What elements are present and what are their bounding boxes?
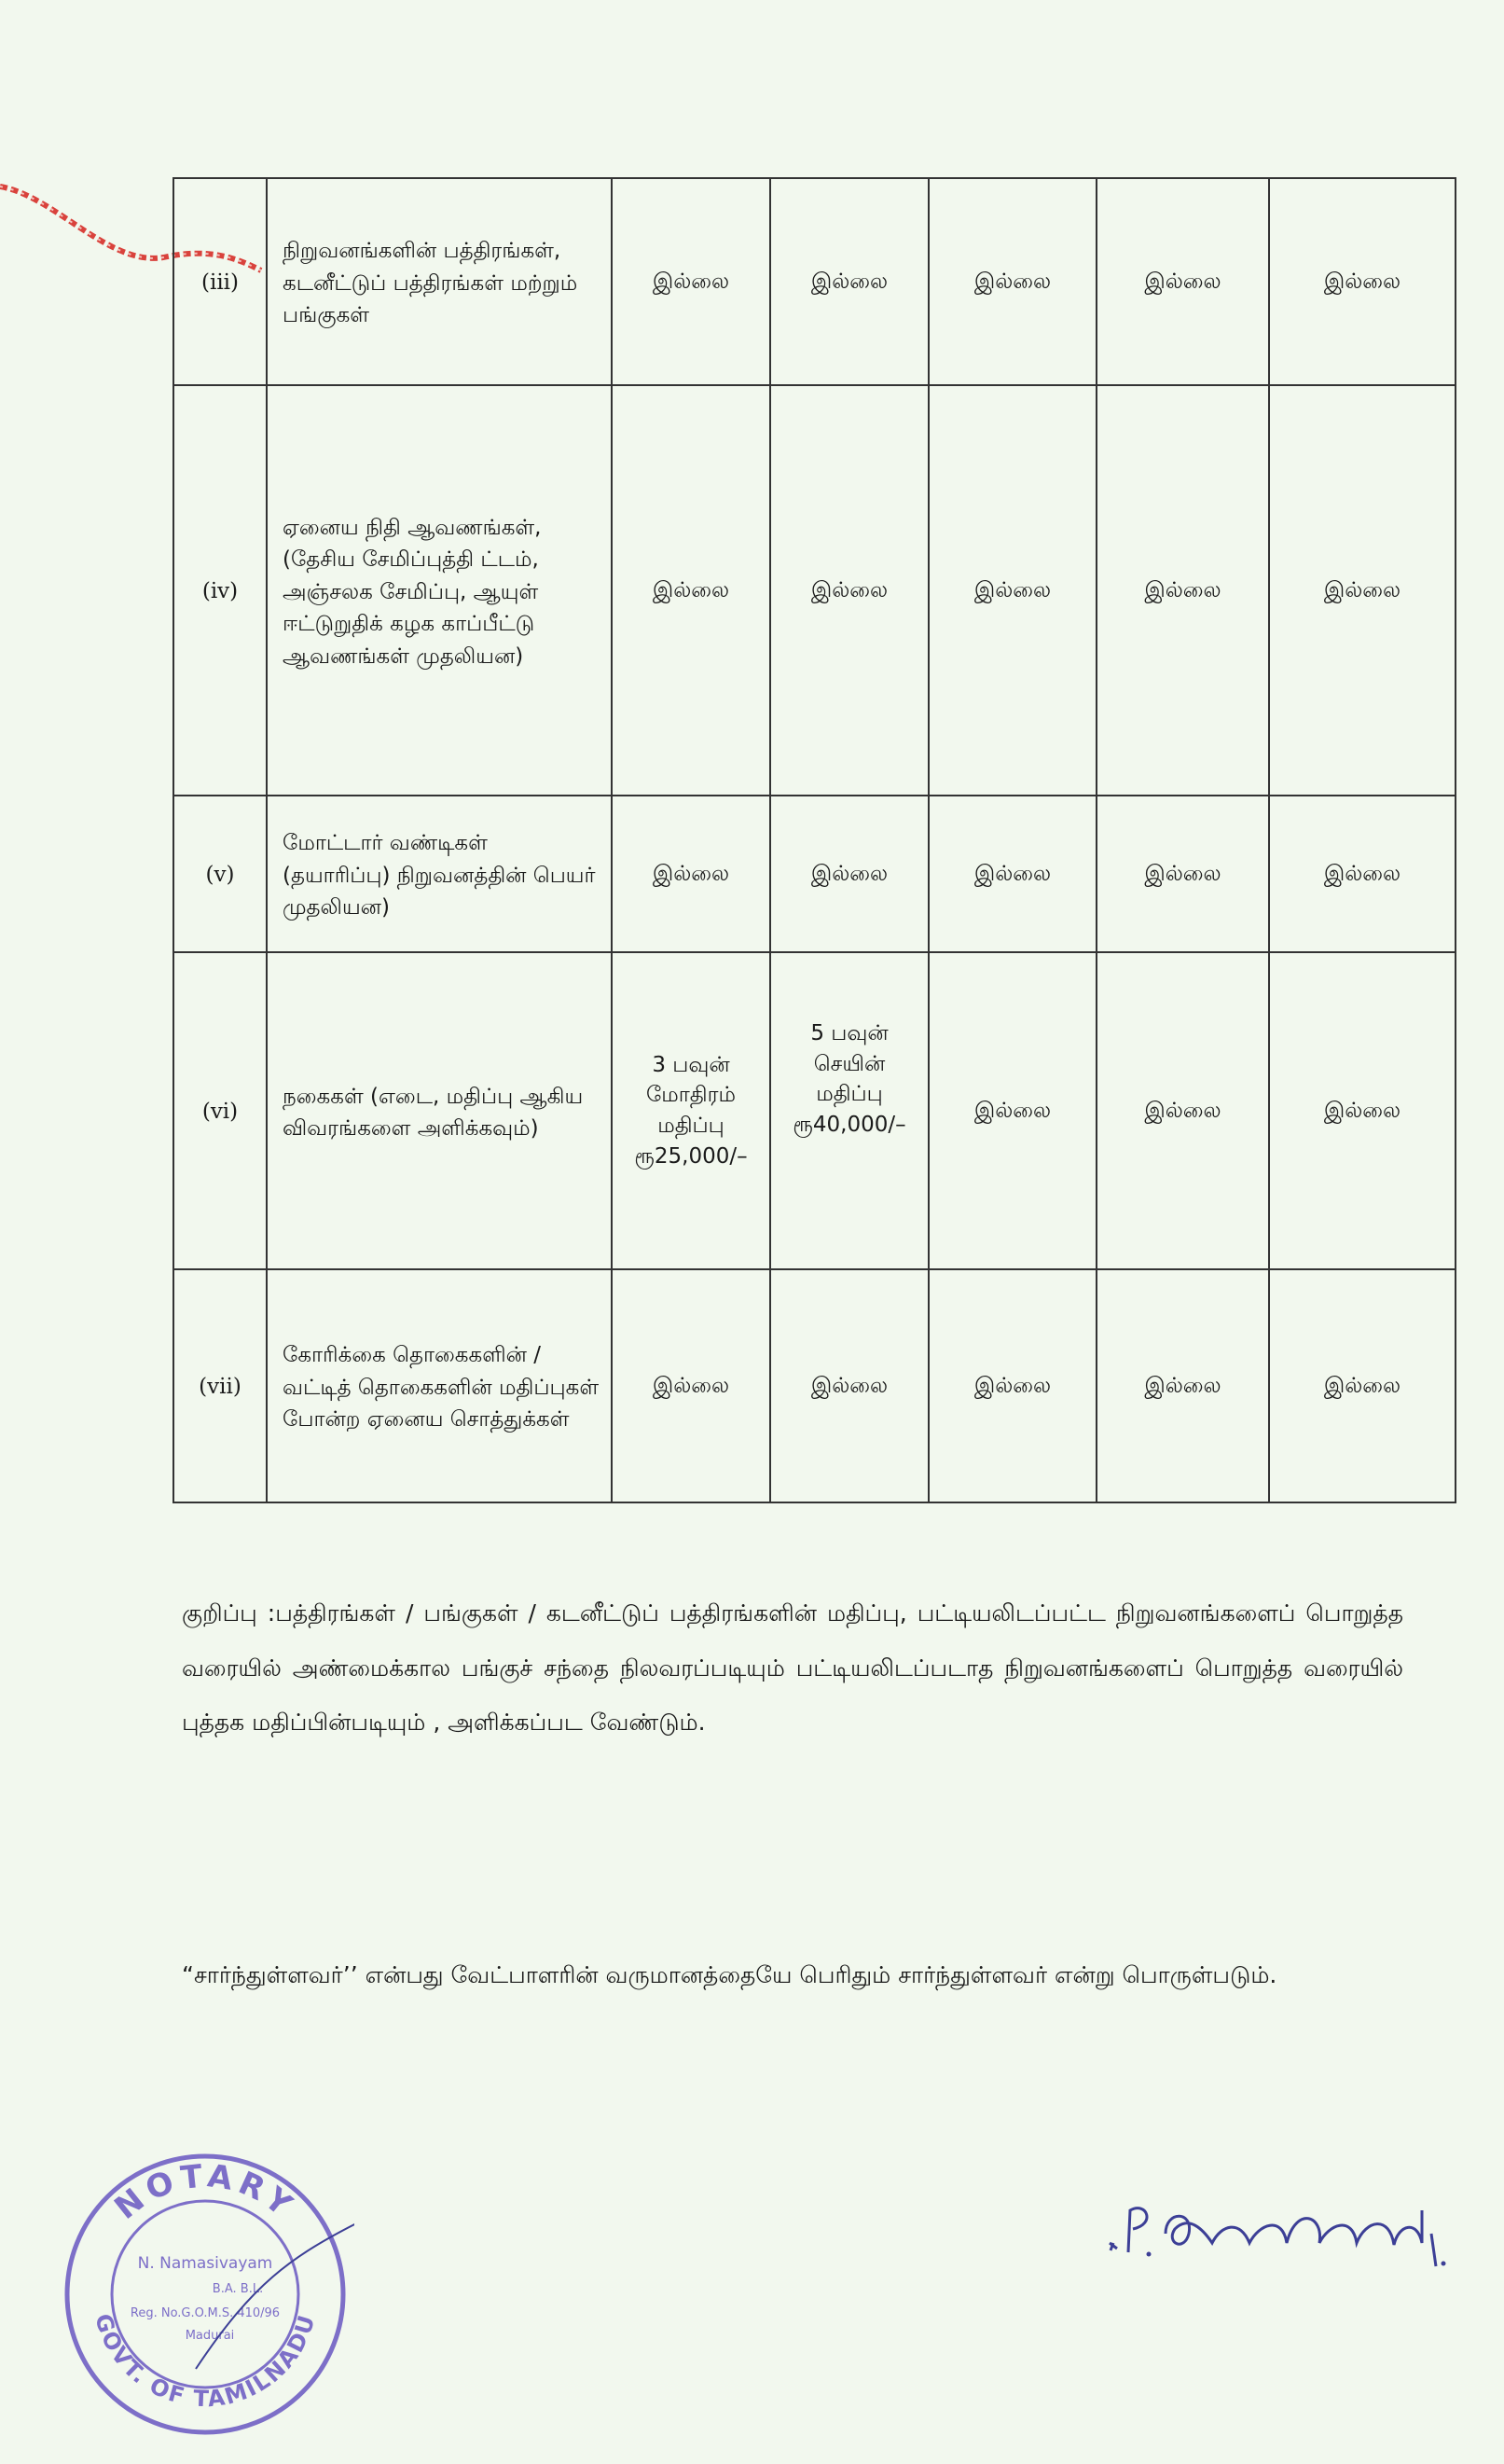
seal-top-text: NOTARY	[107, 2157, 303, 2228]
value-cell: இல்லை	[929, 385, 1097, 796]
seal-bottom-text: GOVT. OF TAMILNADU	[90, 2310, 321, 2413]
value-cell: இல்லை	[1097, 952, 1269, 1269]
jewel-item: மோதிரம்	[645, 1083, 737, 1108]
assets-table	[172, 177, 1456, 1503]
jewel-weight: 5 பவுன்	[810, 1021, 889, 1045]
row-number: (iii)	[173, 178, 267, 385]
seal-name: N. Namasivayam	[137, 2254, 273, 2273]
table-row	[173, 796, 1456, 952]
note-paragraph: குறிப்பு :பத்திரங்கள் / பங்குகள் / கடனீட்டுப் பத்திரங்களின் மதிப்பு, பட்டியலிடப்பட்ட நிறுவனங்களைப் பொறுத்த வரையில் அண்மைக்கால பங்குச் சந்தை நிலவரப்படியும் பட்டியலிடப்படாத நிறுவனங்களைப் பொறுத்த வரையில் புத்தக மதிப்பின்படியும் , அளிக்கப்பட வேண்டும்.	[182, 1599, 1403, 1736]
value-cell: இல்லை	[929, 1269, 1097, 1502]
seal-reg: Reg. No.G.O.M.S. 410/96	[130, 2306, 281, 2320]
value-cell: இல்லை	[1097, 1269, 1269, 1502]
value-cell: இல்லை	[1097, 178, 1269, 385]
row-number: (vi)	[173, 952, 267, 1269]
value-cell: இல்லை	[612, 1269, 770, 1502]
row-description: ஏனைய நிதி ஆவணங்கள், (தேசிய சேமிப்புத்தி ட்டம், அஞ்சலக சேமிப்பு, ஆயுள் ஈட்டுறுதிக் கழக காப்பீட்டு ஆவணங்கள் முதலியன)	[267, 385, 612, 796]
jewel-value: ரூ25,000/–	[634, 1143, 748, 1169]
row-description: கோரிக்கை தொகைகளின் / வட்டித் தொகைகளின் மதிப்புகள் போன்ற ஏனைய சொத்துக்கள்	[267, 1269, 612, 1502]
dependent-definition: “சார்ந்துள்ளவர்’’ என்பது வேட்பாளரின் வருமானத்தையே பெரிதும் சார்ந்துள்ளவர் என்று பொருள்படும்.	[182, 1961, 1277, 1988]
table-row	[173, 178, 1456, 385]
value-cell: இல்லை	[1269, 385, 1456, 796]
row-description: நிறுவனங்களின் பத்திரங்கள், கடனீட்டுப் பத்திரங்கள் மற்றும் பங்குகள்	[267, 178, 612, 385]
value-cell: இல்லை	[1269, 952, 1456, 1269]
value-cell: இல்லை	[929, 952, 1097, 1269]
value-cell: இல்லை	[612, 385, 770, 796]
value-cell: இல்லை	[770, 796, 929, 952]
notary-seal	[56, 2145, 354, 2443]
jewel-chain-cell	[770, 952, 929, 1269]
seal-place: Madurai	[185, 2329, 235, 2343]
value-cell: இல்லை	[1097, 796, 1269, 952]
value-cell: இல்லை	[929, 796, 1097, 952]
jewel-value-label: மதிப்பு	[816, 1082, 883, 1107]
value-cell: இல்லை	[612, 178, 770, 385]
jewel-item: செயின்	[813, 1051, 886, 1076]
jewel-weight: 3 பவுன்	[652, 1052, 730, 1077]
signature	[1100, 2178, 1492, 2280]
row-description: நகைகள் (எடை, மதிப்பு ஆகிய விவரங்களை அளிக்கவும்)	[267, 952, 612, 1269]
row-number: (v)	[173, 796, 267, 952]
seal-degree: B.A. B.L.	[212, 2282, 264, 2296]
table-row	[173, 385, 1456, 796]
jewel-value-label: மதிப்பு	[657, 1114, 724, 1138]
row-description: மோட்டார் வண்டிகள் (தயாரிப்பு) நிறுவனத்தின் பெயர் முதலியன)	[267, 796, 612, 952]
svg-text:NOTARY	[108, 2157, 303, 2227]
value-cell: இல்லை	[770, 1269, 929, 1502]
value-cell: இல்லை	[612, 796, 770, 952]
value-cell: இல்லை	[929, 178, 1097, 385]
jewel-value: ரூ40,000/–	[793, 1112, 906, 1137]
svg-text:GOVT. OF TAMILNADU	[90, 2311, 321, 2413]
value-cell: இல்லை	[770, 385, 929, 796]
row-number: (iv)	[173, 385, 267, 796]
value-cell: இல்லை	[1269, 178, 1456, 385]
row-number: (vii)	[173, 1269, 267, 1502]
value-cell: இல்லை	[1097, 385, 1269, 796]
table-row	[173, 1269, 1456, 1502]
jewel-ring-cell	[612, 952, 770, 1269]
value-cell: இல்லை	[1269, 1269, 1456, 1502]
table-row	[173, 952, 1456, 1269]
value-cell: இல்லை	[1269, 796, 1456, 952]
value-cell: இல்லை	[770, 178, 929, 385]
